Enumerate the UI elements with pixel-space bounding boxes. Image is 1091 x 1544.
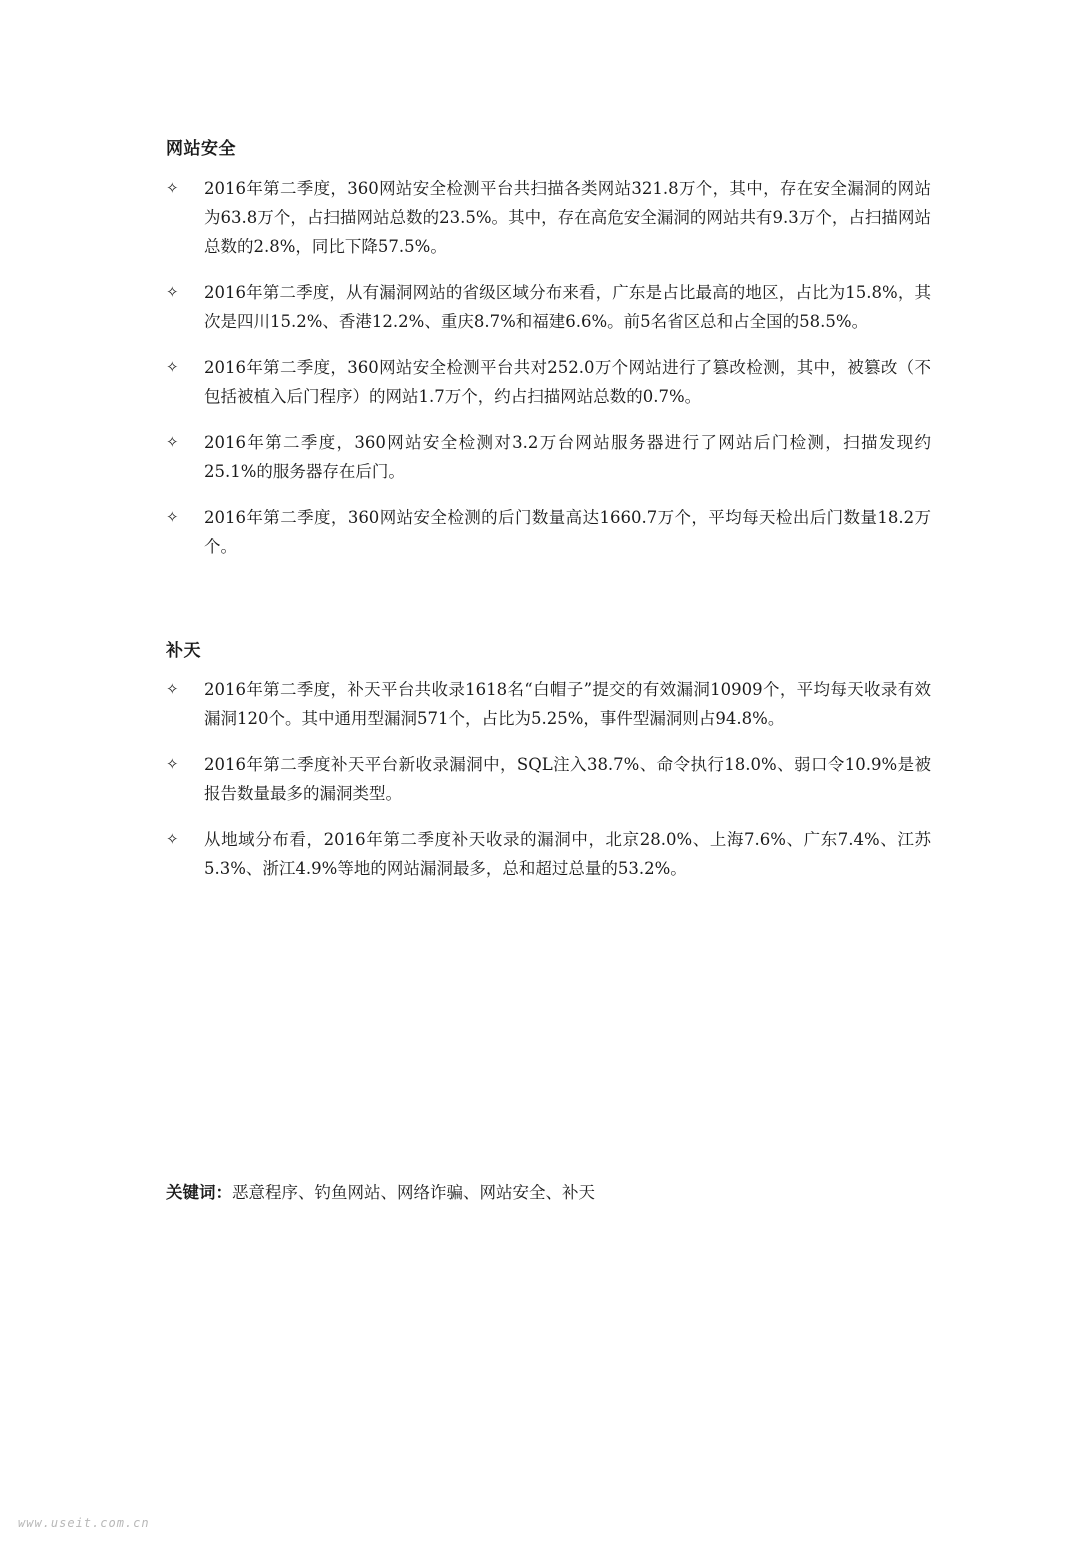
- section-heading-website-security: 网站安全: [166, 139, 236, 159]
- list-item: [166, 825, 931, 883]
- list-item-text: 2016年第二季度，360网站安全检测对3.2万台网站服务器进行了网站后门检测，扫描发现约25.1%的服务器存在后门。: [204, 433, 931, 481]
- list-item: [166, 428, 931, 486]
- list-item: [166, 278, 931, 336]
- keywords-line: [166, 1178, 595, 1207]
- diamond-star-icon: ✧: [166, 358, 179, 376]
- list-item-text: 2016年第二季度，从有漏洞网站的省级区域分布来看，广东是占比最高的地区，占比为15.8%，其次是四川15.2%、香港12.2%、重庆8.7%和福建6.6%。前5名省区总和占全国的58.5%。: [204, 283, 931, 331]
- diamond-star-icon: ✧: [166, 508, 179, 526]
- list-item-text: 从地域分布看，2016年第二季度补天收录的漏洞中，北京28.0%、上海7.6%、广东7.4%、江苏5.3%、浙江4.9%等地的网站漏洞最多，总和超过总量的53.2%。: [204, 830, 931, 878]
- butian-list: [166, 675, 931, 900]
- diamond-star-icon: ✧: [166, 433, 179, 451]
- list-item-text: 2016年第二季度补天平台新收录漏洞中，SQL注入38.7%、命令执行18.0%、弱口令10.9%是被报告数量最多的漏洞类型。: [204, 755, 931, 803]
- diamond-star-icon: ✧: [166, 830, 179, 848]
- list-item: [166, 675, 931, 733]
- list-item-text: 2016年第二季度，360网站安全检测平台共扫描各类网站321.8万个，其中，存在安全漏洞的网站为63.8万个，占扫描网站总数的23.5%。其中，存在高危安全漏洞的网站共有9.3万个，占扫描网站总数的2.8%，同比下降57.5%。: [204, 179, 931, 256]
- diamond-star-icon: ✧: [166, 680, 179, 698]
- section-heading-butian: 补天: [166, 641, 201, 661]
- website-security-list: [166, 174, 931, 578]
- watermark: www.useit.com.cn: [18, 1516, 150, 1530]
- list-item: [166, 353, 931, 411]
- diamond-star-icon: ✧: [166, 755, 179, 773]
- diamond-star-icon: ✧: [166, 179, 179, 197]
- list-item: [166, 174, 931, 261]
- diamond-star-icon: ✧: [166, 283, 179, 301]
- keywords-value: 恶意程序、钓鱼网站、网络诈骗、网站安全、补天: [232, 1183, 595, 1202]
- list-item: [166, 750, 931, 808]
- list-item-text: 2016年第二季度，补天平台共收录1618名“白帽子”提交的有效漏洞10909个，平均每天收录有效漏洞120个。其中通用型漏洞571个，占比为5.25%，事件型漏洞则占94.8%。: [204, 680, 931, 728]
- list-item: [166, 503, 931, 561]
- keywords-label: 关键词：: [166, 1183, 232, 1202]
- list-item-text: 2016年第二季度，360网站安全检测平台共对252.0万个网站进行了篡改检测，其中，被篡改（不包括被植入后门程序）的网站1.7万个，约占扫描网站总数的0.7%。: [204, 358, 931, 406]
- list-item-text: 2016年第二季度，360网站安全检测的后门数量高达1660.7万个，平均每天检出后门数量18.2万个。: [204, 508, 931, 556]
